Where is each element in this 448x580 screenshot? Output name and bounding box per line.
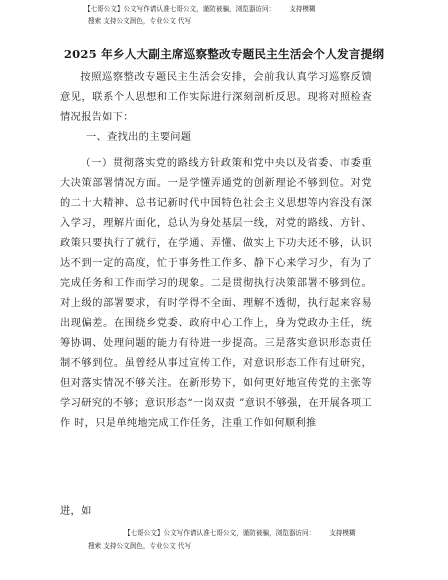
problem-paragraph: （一）贯彻落实党的路线方针政策和党中央以及省委、市委重大决策部署情况方面。一是学懂弄通党的创新理论不够到位。对党的二十大精神、总书记新时代中国特色社会主义思想等内容没有深入学习，理解片面化，总认为身处基层一线，对党的路线、方针、政策只要执行了就行，在学通、弄懂、做实上下功夫还不够，认识达不到一定的高度，忙于事务性工作多、静下心来学习少，有为了完成任务和工作而学习的现象。二是贯彻执行决策部署不够到位。对上级的部署要求，有时学得不全面、理解不透彻，执行起来容易出现偏差。在围绕乡党委、政府中心工作上，身为党政办主任，统筹协调、处理问题的能力有待进一步提高。三是落实意识形态责任制不够到位。虽曾经从事过宣传工作，对意识形态工作有过研究，但对落实情况不够关注。在新形势下，如何更好地宣传党的主张等学习研究的不够；意识形态“一岗双责 ”意识不够强，在开展各项工作 时，只是单纯地完成工作任务，注重工作如何顺利推: [60, 158, 372, 429]
document-title: 2025 年乡人大副主席巡察整改专题民主生活会个人发言提纲: [63, 47, 385, 61]
banner-top-line1-suffix: 支持模糊: [289, 5, 316, 13]
watermark-banner-bottom: [0, 528, 448, 554]
trailing-fragment: 进，如: [60, 506, 92, 517]
banner-top-line2: 搜索 支持公文润色，专业公文 代写: [88, 17, 192, 25]
banner-bottom-line1: 【七哥公文】公文写作请认准七哥公文，谨防被骗，浏览器访问：: [124, 529, 316, 537]
intro-paragraph: 按照巡察整改专题民主生活会安排，会前我认真学习巡察反馈意见，联系个人思想和工作实际进行深刻剖析反思。现将对照检查情况报告如下：: [60, 72, 372, 123]
banner-bottom-line1-suffix: 支持模糊: [329, 529, 356, 537]
banner-bottom-line2: 搜索 支持公文润色，专业公文 代写: [88, 542, 192, 550]
banner-top-line1: 【七哥公文】公文写作请认准七哥公文，谨防被骗，浏览器访问：: [84, 5, 276, 13]
watermark-banner-top: [0, 4, 448, 30]
section-heading: 一、查找出的主要问题: [86, 132, 192, 143]
